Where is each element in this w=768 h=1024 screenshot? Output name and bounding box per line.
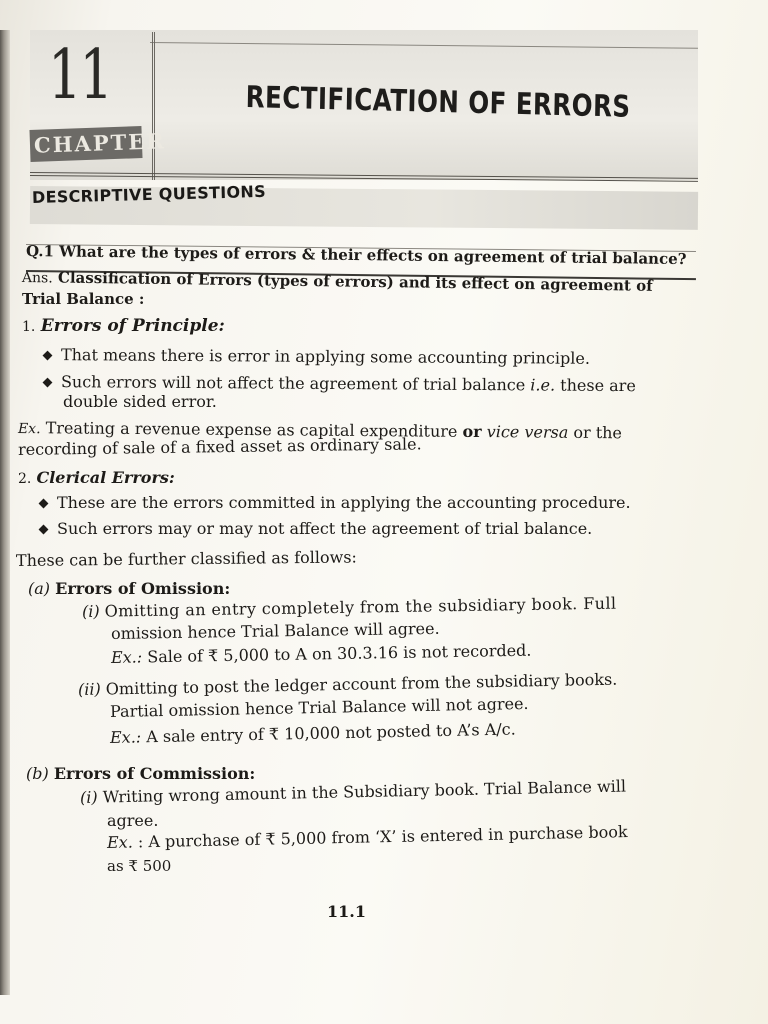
- principle-bullet-2-text: Such errors will not affect the agreement of trial balance: [60, 372, 531, 395]
- chapter-number: 11: [48, 36, 111, 115]
- omission-ii-line-1: [78, 670, 618, 699]
- bullet-icon: [43, 378, 53, 388]
- chapter-title: RECTIFICATION OF ERRORS: [245, 80, 631, 125]
- answer-line-2: Trial Balance :: [22, 290, 145, 308]
- clerical-heading-text: Clerical Errors:: [36, 468, 175, 487]
- principle-bullet-1: [44, 345, 590, 368]
- omission-i-text: Omitting an entry completely from the subsidiary book. Full: [104, 593, 617, 621]
- commission-heading: [26, 764, 255, 783]
- bullet-icon: [39, 499, 49, 509]
- bullet-icon: [39, 525, 49, 535]
- clerical-bullet-1-text: These are the errors committed in applying the accounting procedure.: [57, 493, 631, 512]
- answer-label: Ans.: [21, 270, 53, 287]
- omission-ii-example-text: A sale entry of ₹ 10,000 not posted to A’s A/c.: [140, 719, 516, 747]
- omission-i-example: [111, 641, 532, 667]
- section-title: DESCRIPTIVE QUESTIONS: [31, 181, 267, 207]
- omission-i-example-label: Ex.:: [110, 647, 143, 667]
- principle-bullet-2-tail: these are: [555, 375, 636, 396]
- principle-heading: [22, 316, 225, 336]
- principle-bullet-2-line-2: double sided error.: [63, 392, 217, 411]
- commission-i-text: Writing wrong amount in the Subsidiary book. Trial Balance will: [102, 776, 627, 807]
- principle-heading-text: Errors of Principle:: [40, 316, 225, 336]
- question: [26, 242, 687, 268]
- chapter-tag: CHAPTER: [29, 126, 142, 162]
- principle-bullet-2-ie: i.e.: [530, 375, 556, 395]
- commission-i-example-text: : A purchase of ₹ 5,000 from ‘X’ is entered in purchase book: [132, 822, 628, 852]
- omission-ii-line-2: Partial omission hence Trial Balance will not agree.: [109, 693, 529, 721]
- clerical-further: These can be further classified as follows:: [15, 547, 357, 570]
- commission-i-example-label: Ex.: [106, 832, 133, 852]
- omission-i-line-2: omission hence Trial Balance will agree.: [110, 618, 440, 643]
- page-number: 11.1: [327, 902, 366, 921]
- commission-heading-text: Errors of Commission:: [53, 764, 256, 783]
- clerical-heading: [18, 468, 175, 487]
- principle-example-label: Ex.: [17, 421, 41, 438]
- omission-heading-text: Errors of Omission:: [55, 579, 231, 598]
- principle-example-vice-versa: vice versa: [481, 422, 569, 442]
- principle-example-tail: or the: [568, 422, 623, 443]
- omission-ii-example: [110, 720, 516, 747]
- principle-example-or: or: [462, 421, 482, 442]
- omission-label: (a): [28, 579, 51, 598]
- omission-ii-example-label: Ex.:: [109, 727, 142, 747]
- question-text: What are the types of errors & their effects on agreement of trial balance?: [59, 242, 687, 269]
- commission-i-line-2: agree.: [107, 811, 159, 830]
- principle-example-line-2: recording of sale of a fixed asset as ordinary sale.: [17, 434, 422, 459]
- principle-heading-num: 1.: [22, 319, 36, 335]
- clerical-heading-num: 2.: [18, 471, 32, 487]
- omission-i-label: (i): [81, 601, 100, 621]
- omission-ii-text: Omitting to post the ledger account from the subsidiary books.: [105, 669, 618, 699]
- principle-example-text: Treating a revenue expense as capital expenditure: [40, 418, 463, 441]
- omission-ii-label: (ii): [77, 679, 101, 699]
- answer-text-1: Classification of Errors (types of errors) and its effect on agreement of: [57, 268, 653, 295]
- clerical-bullet-2: [40, 519, 592, 538]
- commission-i-example-line-2: as ₹ 500: [107, 857, 172, 875]
- question-label: Q.1: [25, 242, 55, 261]
- clerical-bullet-1: [40, 493, 631, 512]
- commission-i-label: (i): [79, 787, 98, 807]
- commission-i-example: [107, 822, 628, 852]
- bullet-icon: [43, 351, 53, 361]
- commission-label: (b): [26, 764, 49, 783]
- principle-bullet-1-text: That means there is error in applying some accounting principle.: [60, 345, 591, 368]
- omission-heading: [28, 579, 230, 598]
- clerical-bullet-2-text: Such errors may or may not affect the agreement of trial balance.: [57, 519, 593, 538]
- omission-i-example-text: Sale of ₹ 5,000 to A on 30.3.16 is not recorded.: [142, 640, 532, 667]
